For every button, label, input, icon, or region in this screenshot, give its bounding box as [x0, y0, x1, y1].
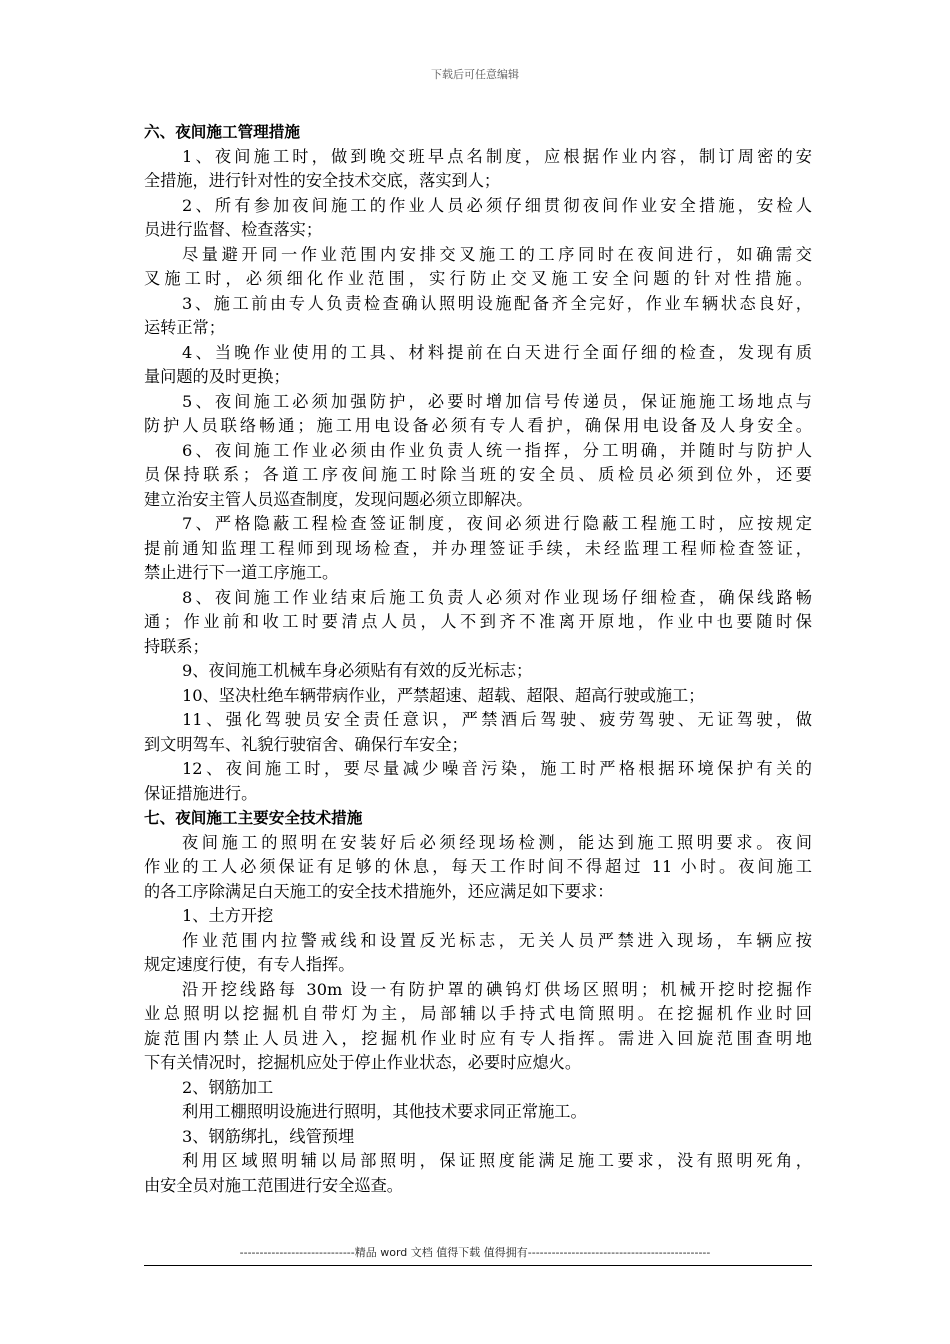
paragraph-line: 建立治安主管人员巡查制度，发现问题必须立即解决。 — [144, 489, 533, 509]
paragraph-line: 尽量避开同一作业范围内安排交叉施工的工序同时在夜间进行，如确需交 — [182, 244, 812, 264]
paragraph-line: 作业范围内拉警戒线和设置反光标志，无关人员严禁进入现场，车辆应按 — [182, 930, 812, 950]
paragraph-line: 到文明驾车、礼貌行驶宿舍、确保行车安全； — [144, 734, 468, 754]
section-heading: 六、夜间施工管理措施 — [144, 123, 300, 141]
paragraph-line: 9、夜间施工机械车身必须贴有有效的反光标志； — [182, 661, 533, 680]
footer-divider — [144, 1265, 812, 1266]
paragraph-line: 3、施工前由专人负责检查确认照明设施配备齐全完好，作业车辆状态良好， — [182, 293, 812, 313]
paragraph-line: 10、坚决杜绝车辆带病作业，严禁超速、超载、超限、超高行驶或施工； — [182, 685, 705, 705]
paragraph-line: 持联系； — [144, 636, 209, 656]
document-body — [144, 120, 812, 1198]
paragraph-line: 5、夜间施工必须加强防护，必要时增加信号传递员，保证施施工场地点与 — [182, 391, 812, 411]
paragraph-line: 6、夜间施工作业必须由作业负责人统一指挥，分工明确，并随时与防护人 — [182, 440, 812, 460]
paragraph-line: 作业的工人必须保证有足够的休息，每天工作时间不得超过 11 小时。夜间施工 — [144, 857, 812, 876]
paragraph-line: 下有关情况时，挖掘机应处于停止作业状态，必要时应熄火。 — [144, 1053, 582, 1072]
paragraph-line: 业总照明以挖掘机自带灯为主，局部辅以手持式电筒照明。在挖掘机作业时回 — [144, 1004, 812, 1023]
paragraph-line: 4、当晚作业使用的工具、材料提前在白天进行全面仔细的检查，发现有质 — [182, 342, 812, 362]
paragraph-line: 11、强化驾驶员安全责任意识，严禁酒后驾驶、疲劳驾驶、无证驾驶，做 — [182, 710, 812, 729]
paragraph-line: 员保持联系；各道工序夜间施工时除当班的安全员、质检员必须到位外，还要 — [144, 465, 812, 484]
paragraph-line: 旋范围内禁止人员进入，挖掘机作业时应有专人指挥。需进入回旋范围查明地 — [144, 1028, 812, 1048]
paragraph-line: 提前通知监理工程师到现场检查，并办理签证手续，未经监理工程师检查签证， — [144, 538, 812, 558]
paragraph-line: 由安全员对施工范围进行安全巡查。 — [144, 1175, 403, 1195]
paragraph-line: 防护人员联络畅通；施工用电设备必须有专人看护，确保用电设备及人身安全。 — [144, 416, 812, 435]
paragraph-line: 1、夜间施工时，做到晚交班早点名制度，应根据作业内容，制订周密的安 — [182, 146, 812, 166]
page-footer: -----------------------------精品 word 文档 值得下载 值得拥有---------------------------------------------- — [239, 1246, 711, 1259]
paragraph-line: 7、严格隐蔽工程检查签证制度，夜间必须进行隐蔽工程施工时，应按规定 — [182, 514, 812, 533]
paragraph-line: 运转正常； — [144, 318, 225, 337]
page-header: 下载后可任意编辑 — [431, 68, 519, 81]
paragraph-line: 规定速度行使，有专人指挥。 — [144, 955, 355, 974]
paragraph-line: 1、土方开挖 — [182, 906, 274, 925]
paragraph-line: 利用区域照明辅以局部照明，保证照度能满足施工要求，没有照明死角， — [182, 1151, 812, 1170]
paragraph-line: 3、钢筋绑扎，线管预埋 — [182, 1126, 355, 1146]
paragraph-line: 通；作业前和收工时要清点人员，人不到齐不准离开原地，作业中也要随时保 — [144, 612, 812, 631]
paragraph-line: 禁止进行下一道工序施工。 — [144, 563, 339, 582]
paragraph-line: 8、夜间施工作业结束后施工负责人必须对作业现场仔细检查，确保线路畅 — [182, 587, 812, 607]
paragraph-line: 全措施，进行针对性的安全技术交底，落实到人； — [144, 171, 501, 190]
paragraph-line: 员进行监督、检查落实； — [144, 220, 323, 239]
paragraph-line: 量问题的及时更换； — [144, 367, 290, 386]
paragraph-line: 利用工棚照明设施进行照明，其他技术要求同正常施工。 — [182, 1102, 587, 1121]
section-heading: 七、夜间施工主要安全技术措施 — [144, 809, 363, 827]
paragraph-line: 2、所有参加夜间施工的作业人员必须仔细贯彻夜间作业安全措施，安检人 — [182, 195, 812, 215]
paragraph-line: 2、钢筋加工 — [182, 1077, 274, 1097]
paragraph-line: 12、夜间施工时，要尽量减少噪音污染，施工时严格根据环境保护有关的 — [182, 759, 812, 778]
paragraph-line: 叉施工时，必须细化作业范围，实行防止交叉施工安全问题的针对性措施。 — [144, 269, 812, 288]
paragraph-line: 保证措施进行。 — [144, 783, 258, 803]
paragraph-line: 沿开挖线路每 30m 设一有防护罩的碘钨灯供场区照明；机械开挖时挖掘作 — [182, 979, 812, 999]
paragraph-line: 夜间施工的照明在安装好后必须经现场检测，能达到施工照明要求。夜间 — [182, 832, 812, 852]
paragraph-line: 的各工序除满足白天施工的安全技术措施外，还应满足如下要求： — [144, 881, 614, 901]
